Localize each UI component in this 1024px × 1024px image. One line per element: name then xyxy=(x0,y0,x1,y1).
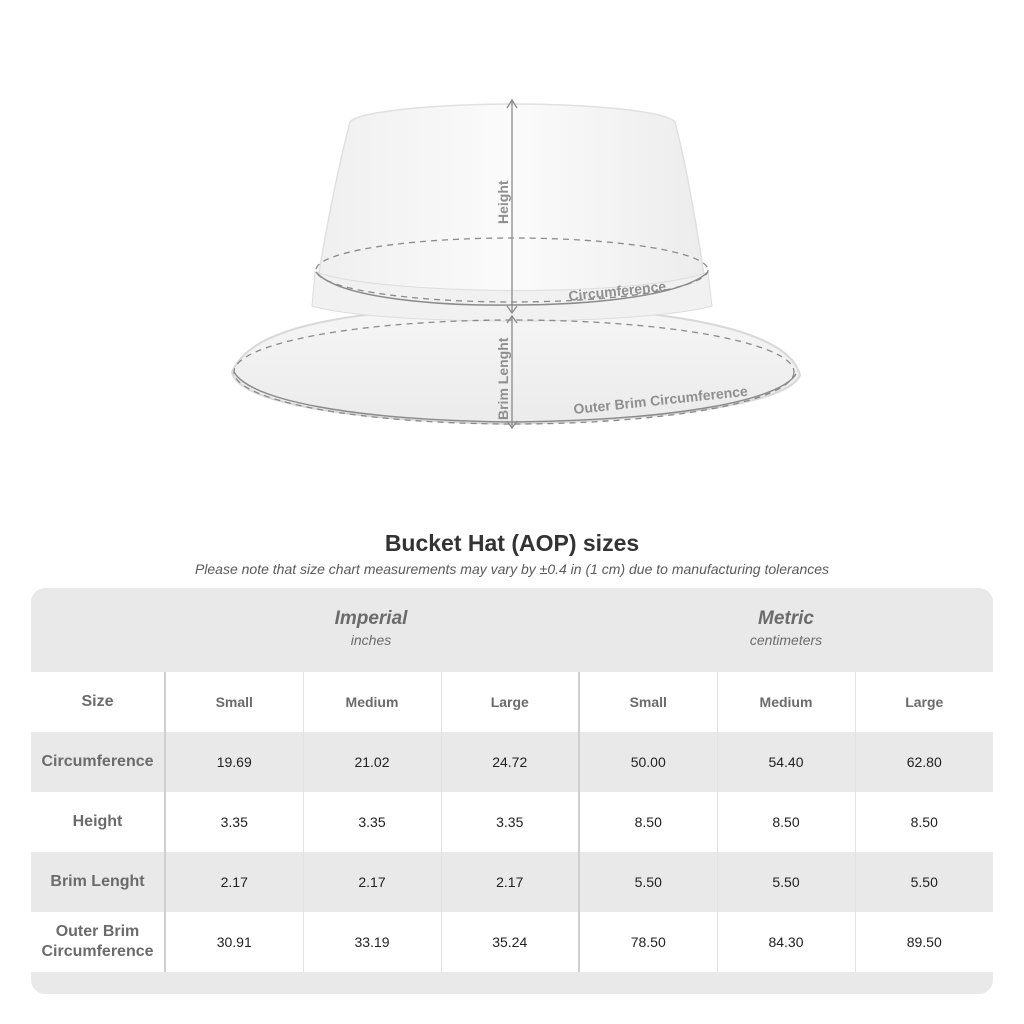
table-cell: 2.17 xyxy=(165,852,303,912)
column-header-large-cm: Large xyxy=(855,672,993,732)
table-cell: 89.50 xyxy=(855,912,993,972)
metric-unit: centimeters xyxy=(749,632,823,648)
table-row xyxy=(31,792,993,852)
imperial-group-header xyxy=(164,608,578,648)
table-cell: 30.91 xyxy=(165,912,303,972)
table-cell: 33.19 xyxy=(303,912,441,972)
row-label: Circumference xyxy=(31,732,165,792)
size-chart-panel xyxy=(31,588,993,994)
brim-length-label: Brim Lenght xyxy=(495,337,511,420)
table-cell: 5.50 xyxy=(579,852,717,912)
column-header-medium-cm: Medium xyxy=(717,672,855,732)
row-label: Height xyxy=(31,792,165,852)
table-cell: 2.17 xyxy=(303,852,441,912)
imperial-title: Imperial xyxy=(334,608,408,629)
table-cell: 78.50 xyxy=(579,912,717,972)
column-header-small-in: Small xyxy=(165,672,303,732)
table-cell: 50.00 xyxy=(579,732,717,792)
table-cell: 2.17 xyxy=(441,852,579,912)
table-cell: 8.50 xyxy=(717,792,855,852)
table-row xyxy=(31,852,993,912)
bucket-hat-illustration xyxy=(0,0,1024,470)
circumference-label: Circumference xyxy=(567,277,667,304)
table-cell: 54.40 xyxy=(717,732,855,792)
outer-brim-circumference-label: Outer Brim Circumference xyxy=(572,382,749,417)
imperial-unit: inches xyxy=(350,632,392,648)
column-header-medium-in: Medium xyxy=(303,672,441,732)
column-header-small-cm: Small xyxy=(579,672,717,732)
column-header-large-in: Large xyxy=(441,672,579,732)
table-cell: 8.50 xyxy=(579,792,717,852)
size-table xyxy=(31,672,993,972)
table-cell: 62.80 xyxy=(855,732,993,792)
table-cell: 5.50 xyxy=(855,852,993,912)
table-cell: 5.50 xyxy=(717,852,855,912)
table-cell: 19.69 xyxy=(165,732,303,792)
table-row xyxy=(31,732,993,792)
metric-title: Metric xyxy=(758,608,814,629)
table-cell: 35.24 xyxy=(441,912,579,972)
page-title: Bucket Hat (AOP) sizes xyxy=(384,530,640,556)
table-header-row xyxy=(31,672,993,732)
table-cell: 84.30 xyxy=(717,912,855,972)
table-cell: 8.50 xyxy=(855,792,993,852)
table-cell: 3.35 xyxy=(165,792,303,852)
tolerance-note: Please note that size chart measurements may vary by ±0.4 in (1 cm) due to manufacturing tolerances xyxy=(194,561,830,577)
table-cell: 3.35 xyxy=(303,792,441,852)
height-label: Height xyxy=(495,180,511,224)
table-row xyxy=(31,912,993,972)
row-label: Outer Brim Circumference xyxy=(31,912,165,972)
table-cell: 21.02 xyxy=(303,732,441,792)
size-column-header: Size xyxy=(31,672,165,732)
hat-diagram xyxy=(0,0,1024,470)
table-cell: 3.35 xyxy=(441,792,579,852)
table-cell: 24.72 xyxy=(441,732,579,792)
metric-group-header xyxy=(579,608,993,648)
row-label: Brim Lenght xyxy=(31,852,165,912)
